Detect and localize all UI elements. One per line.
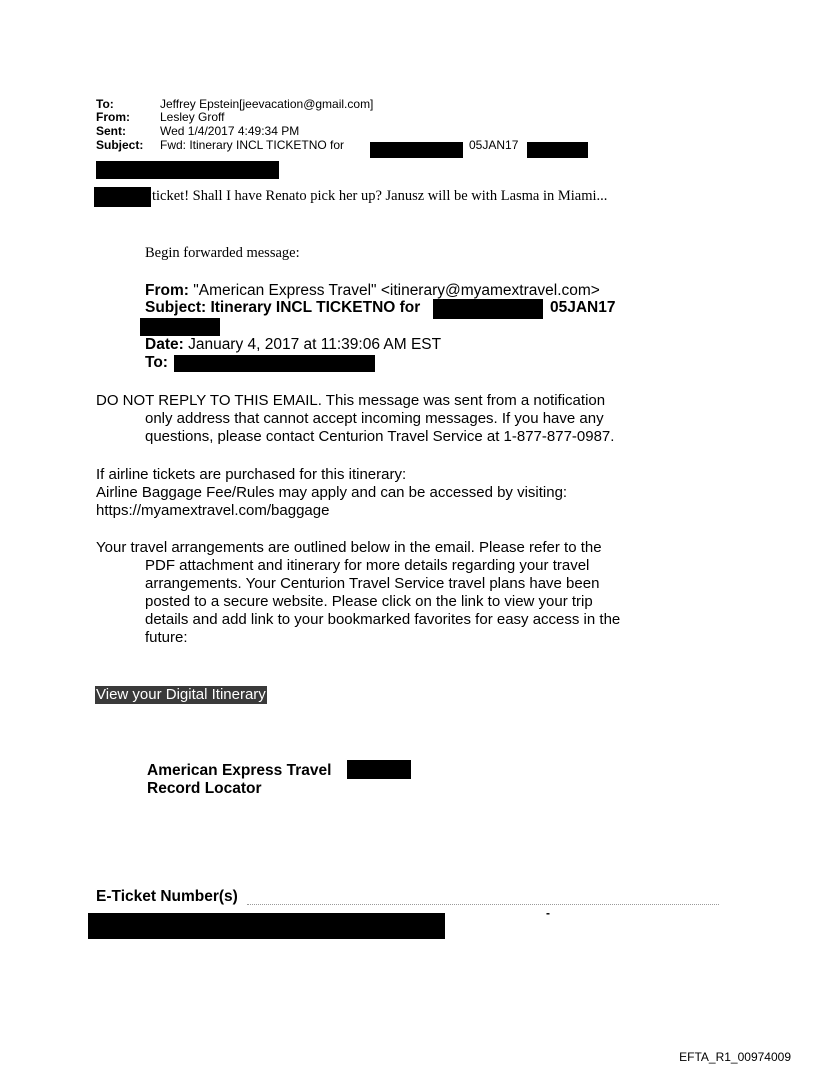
forwarded-from-label: From: bbox=[145, 282, 189, 299]
redaction-block bbox=[433, 299, 543, 319]
forwarded-from-value: "American Express Travel" <itinerary@myamextravel.com> bbox=[193, 282, 600, 299]
baggage-line-1: If airline tickets are purchased for this itinerary: bbox=[96, 466, 407, 483]
redaction-block bbox=[88, 913, 445, 939]
arrangements-line-1: Your travel arrangements are outlined below in the email. Please refer to the bbox=[96, 539, 602, 556]
baggage-line-2: Airline Baggage Fee/Rules may apply and can be accessed by visiting: bbox=[96, 484, 568, 501]
subject-date: 05JAN17 bbox=[469, 138, 519, 152]
redaction-block bbox=[174, 355, 375, 372]
forwarded-subject-label: Subject: Itinerary INCL TICKETNO for bbox=[145, 299, 421, 316]
eticket-heading: E-Ticket Number(s) bbox=[96, 888, 238, 905]
record-locator-line-2: Record Locator bbox=[147, 780, 262, 797]
forwarded-subject-date: 05JAN17 bbox=[550, 299, 616, 316]
forwarded-date bbox=[145, 336, 441, 354]
redaction-block bbox=[96, 161, 279, 179]
from-value: Lesley Groff bbox=[160, 110, 225, 124]
to-label: To: bbox=[96, 97, 114, 111]
notice-line-3: questions, please contact Centurion Travel Service at 1-877-877-0987. bbox=[145, 428, 615, 445]
arrangements-line-3: arrangements. Your Centurion Travel Service travel plans have been bbox=[145, 575, 600, 592]
arrangements-line-6: future: bbox=[145, 629, 188, 646]
subject-value: Fwd: Itinerary INCL TICKETNO for bbox=[160, 138, 345, 152]
eticket-divider bbox=[247, 904, 719, 905]
eticket-dash: - bbox=[546, 906, 550, 920]
baggage-url[interactable]: https://myamextravel.com/baggage bbox=[96, 502, 330, 519]
record-locator-line-1: American Express Travel bbox=[147, 762, 332, 779]
redaction-block bbox=[347, 760, 411, 779]
arrangements-line-4: posted to a secure website. Please click on the link to view your trip bbox=[145, 593, 593, 610]
forwarded-from bbox=[145, 282, 600, 300]
subject-label: Subject: bbox=[96, 138, 144, 152]
notice-line-2: only address that cannot accept incoming messages. If you have any bbox=[145, 410, 604, 427]
redaction-block bbox=[370, 142, 463, 158]
redaction-block bbox=[527, 142, 588, 158]
to-value: Jeffrey Epstein[jeevacation@gmail.com] bbox=[160, 97, 374, 111]
from-label: From: bbox=[96, 110, 130, 124]
arrangements-line-5: details and add link to your bookmarked favorites for easy access in the bbox=[145, 611, 621, 628]
forwarded-date-value: January 4, 2017 at 11:39:06 AM EST bbox=[188, 336, 442, 353]
sent-value: Wed 1/4/2017 4:49:34 PM bbox=[160, 124, 300, 138]
redaction-block bbox=[94, 187, 151, 207]
forwarded-intro: Begin forwarded message: bbox=[145, 245, 300, 261]
forwarded-date-label: Date: bbox=[145, 336, 184, 353]
notice-line-1: DO NOT REPLY TO THIS EMAIL. This message was sent from a notification bbox=[96, 392, 606, 409]
reply-message: ticket! Shall I have Renato pick her up? Janusz will be with Lasma in Miami... bbox=[152, 188, 608, 204]
forwarded-to-label: To: bbox=[145, 354, 168, 371]
arrangements-line-2: PDF attachment and itinerary for more details regarding your travel bbox=[145, 557, 590, 574]
sent-label: Sent: bbox=[96, 124, 126, 138]
digital-itinerary-link[interactable]: View your Digital Itinerary bbox=[96, 686, 266, 703]
document-id: EFTA_R1_00974009 bbox=[679, 1050, 791, 1064]
redaction-block bbox=[140, 318, 220, 336]
